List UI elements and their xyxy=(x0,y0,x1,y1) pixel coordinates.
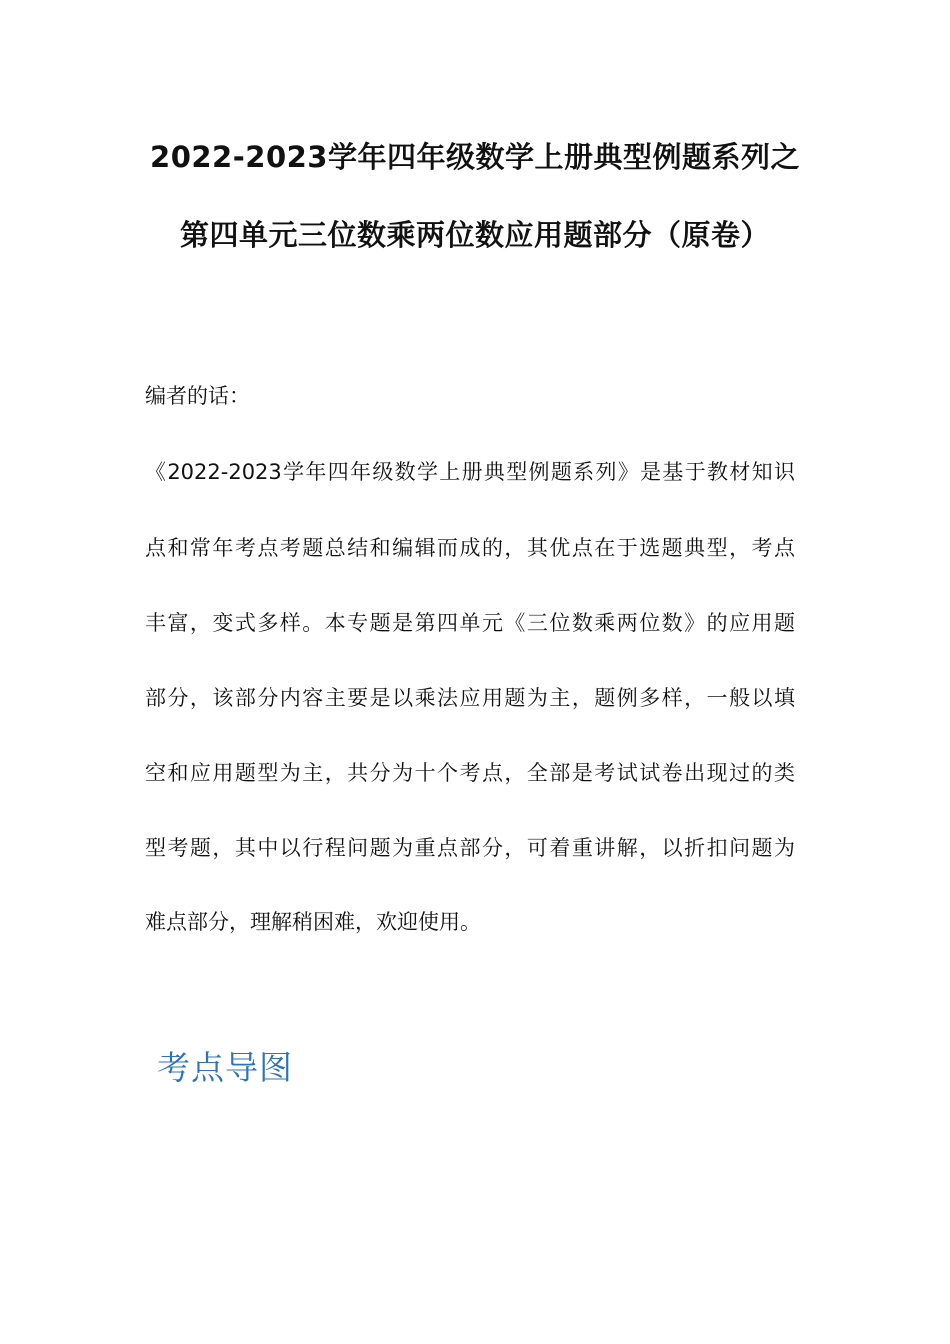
document-title-line-1: 2022-2023学年四年级数学上册典型例题系列之 xyxy=(150,140,800,174)
paragraph-line: 点和常年考点考题总结和编辑而成的，其优点在于选题典型，考点 xyxy=(145,536,795,560)
paragraph-line: 《2022-2023学年四年级数学上册典型例题系列》是基于教材知识 xyxy=(145,460,795,484)
document-title-line-2: 第四单元三位数乘两位数应用题部分（原卷） xyxy=(179,218,770,252)
paragraph-line: 丰富，变式多样。本专题是第四单元《三位数乘两位数》的应用题 xyxy=(145,611,795,635)
paragraph-line: 难点部分，理解稍困难，欢迎使用。 xyxy=(145,910,481,934)
paragraph-line: 型考题，其中以行程问题为重点部分，可着重讲解，以折扣问题为 xyxy=(145,836,795,860)
editor-note-label: 编者的话： xyxy=(145,384,250,408)
section-heading-mind-map: 考点导图 xyxy=(157,1048,293,1087)
paragraph-line: 部分，该部分内容主要是以乘法应用题为主，题例多样，一般以填 xyxy=(145,686,795,710)
paragraph-line: 空和应用题型为主，共分为十个考点，全部是考试试卷出现过的类 xyxy=(145,761,795,785)
